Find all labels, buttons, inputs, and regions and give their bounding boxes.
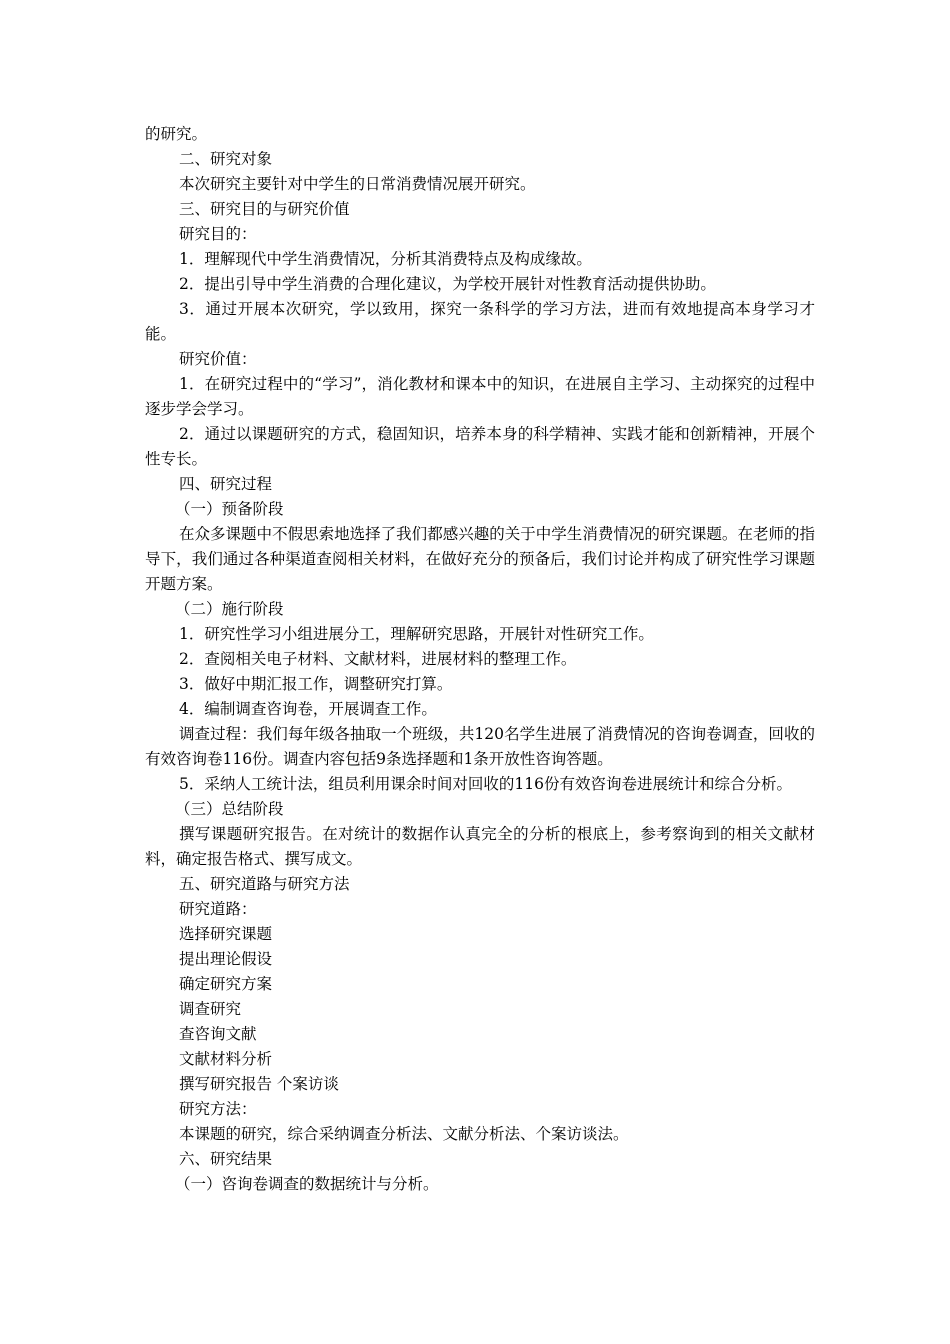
section-heading-5: 五、研究道路与研究方法 (179, 875, 350, 893)
route-step: 撰写研究报告 个案访谈 (179, 1075, 339, 1093)
subsection-heading: （一）咨询卷调查的数据统计与分析。 (175, 1175, 439, 1193)
route-step: 调查研究 (179, 1000, 242, 1018)
subheading-purpose: 研究目的： (179, 225, 257, 243)
list-item: 4．编制调查咨询卷，开展调查工作。 (179, 700, 437, 718)
list-item: 2．查阅相关电子材料、文献材料，进展材料的整理工作。 (179, 650, 577, 668)
route-step: 确定研究方案 (179, 975, 273, 993)
list-item: 2．提出引导中学生消费的合理化建议，为学校开展针对性教育活动提供协助。 (179, 275, 716, 293)
section-heading-4: 四、研究过程 (179, 475, 273, 493)
route-step: 提出理论假设 (179, 950, 273, 968)
list-item: 1．在研究过程中的“学习”，消化教材和课本中的知识，在进展自主学习、主动探究的过程中逐步学会学习。 (145, 375, 815, 418)
route-step: 查咨询文献 (179, 1025, 257, 1043)
route-step: 选择研究课题 (179, 925, 273, 943)
subheading-route: 研究道路： (179, 900, 257, 918)
paragraph: 撰写课题研究报告。在对统计的数据作认真完全的分析的根底上，参考察询到的相关文献材料，确定报告格式、撰写成文。 (145, 825, 815, 868)
route-step: 文献材料分析 (179, 1050, 273, 1068)
subheading-value: 研究价值： (179, 350, 257, 368)
list-item: 5．采纳人工统计法，组员利用课余时间对回收的116份有效咨询卷进展统计和综合分析。 (179, 775, 792, 793)
subheading-method: 研究方法： (179, 1100, 257, 1118)
list-item: 1．研究性学习小组进展分工，理解研究思路，开展针对性研究工作。 (179, 625, 654, 643)
section-heading-6: 六、研究结果 (179, 1150, 273, 1168)
subsection-heading: （一）预备阶段 (175, 500, 284, 518)
document-body (145, 122, 815, 1197)
subsection-heading: （三）总结阶段 (175, 800, 284, 818)
text-line: 的研究。 (145, 125, 208, 143)
section-heading-3: 三、研究目的与研究价值 (179, 200, 350, 218)
paragraph: 调查过程：我们每年级各抽取一个班级，共120名学生进展了消费情况的咨询卷调查，回收的有效咨询卷116份。调查内容包括9条选择题和1条开放性咨询答题。 (145, 725, 815, 768)
text-line: 本课题的研究，综合采纳调查分析法、文献分析法、个案访谈法。 (179, 1125, 629, 1143)
section-heading-2: 二、研究对象 (179, 150, 273, 168)
subsection-heading: （二）施行阶段 (175, 600, 284, 618)
text-line: 本次研究主要针对中学生的日常消费情况展开研究。 (179, 175, 536, 193)
paragraph: 在众多课题中不假思索地选择了我们都感兴趣的关于中学生消费情况的研究课题。在老师的指导下，我们通过各种渠道查阅相关材料，在做好充分的预备后，我们讨论并构成了研究性学习课题开题方案。 (145, 525, 815, 593)
list-item: 3．做好中期汇报工作，调整研究打算。 (179, 675, 453, 693)
list-item: 1．理解现代中学生消费情况，分析其消费特点及构成缘故。 (179, 250, 592, 268)
list-item: 2．通过以课题研究的方式，稳固知识，培养本身的科学精神、实践才能和创新精神，开展个性专长。 (145, 425, 815, 468)
list-item: 3．通过开展本次研究，学以致用，探究一条科学的学习方法，进而有效地提高本身学习才能。 (145, 300, 815, 343)
